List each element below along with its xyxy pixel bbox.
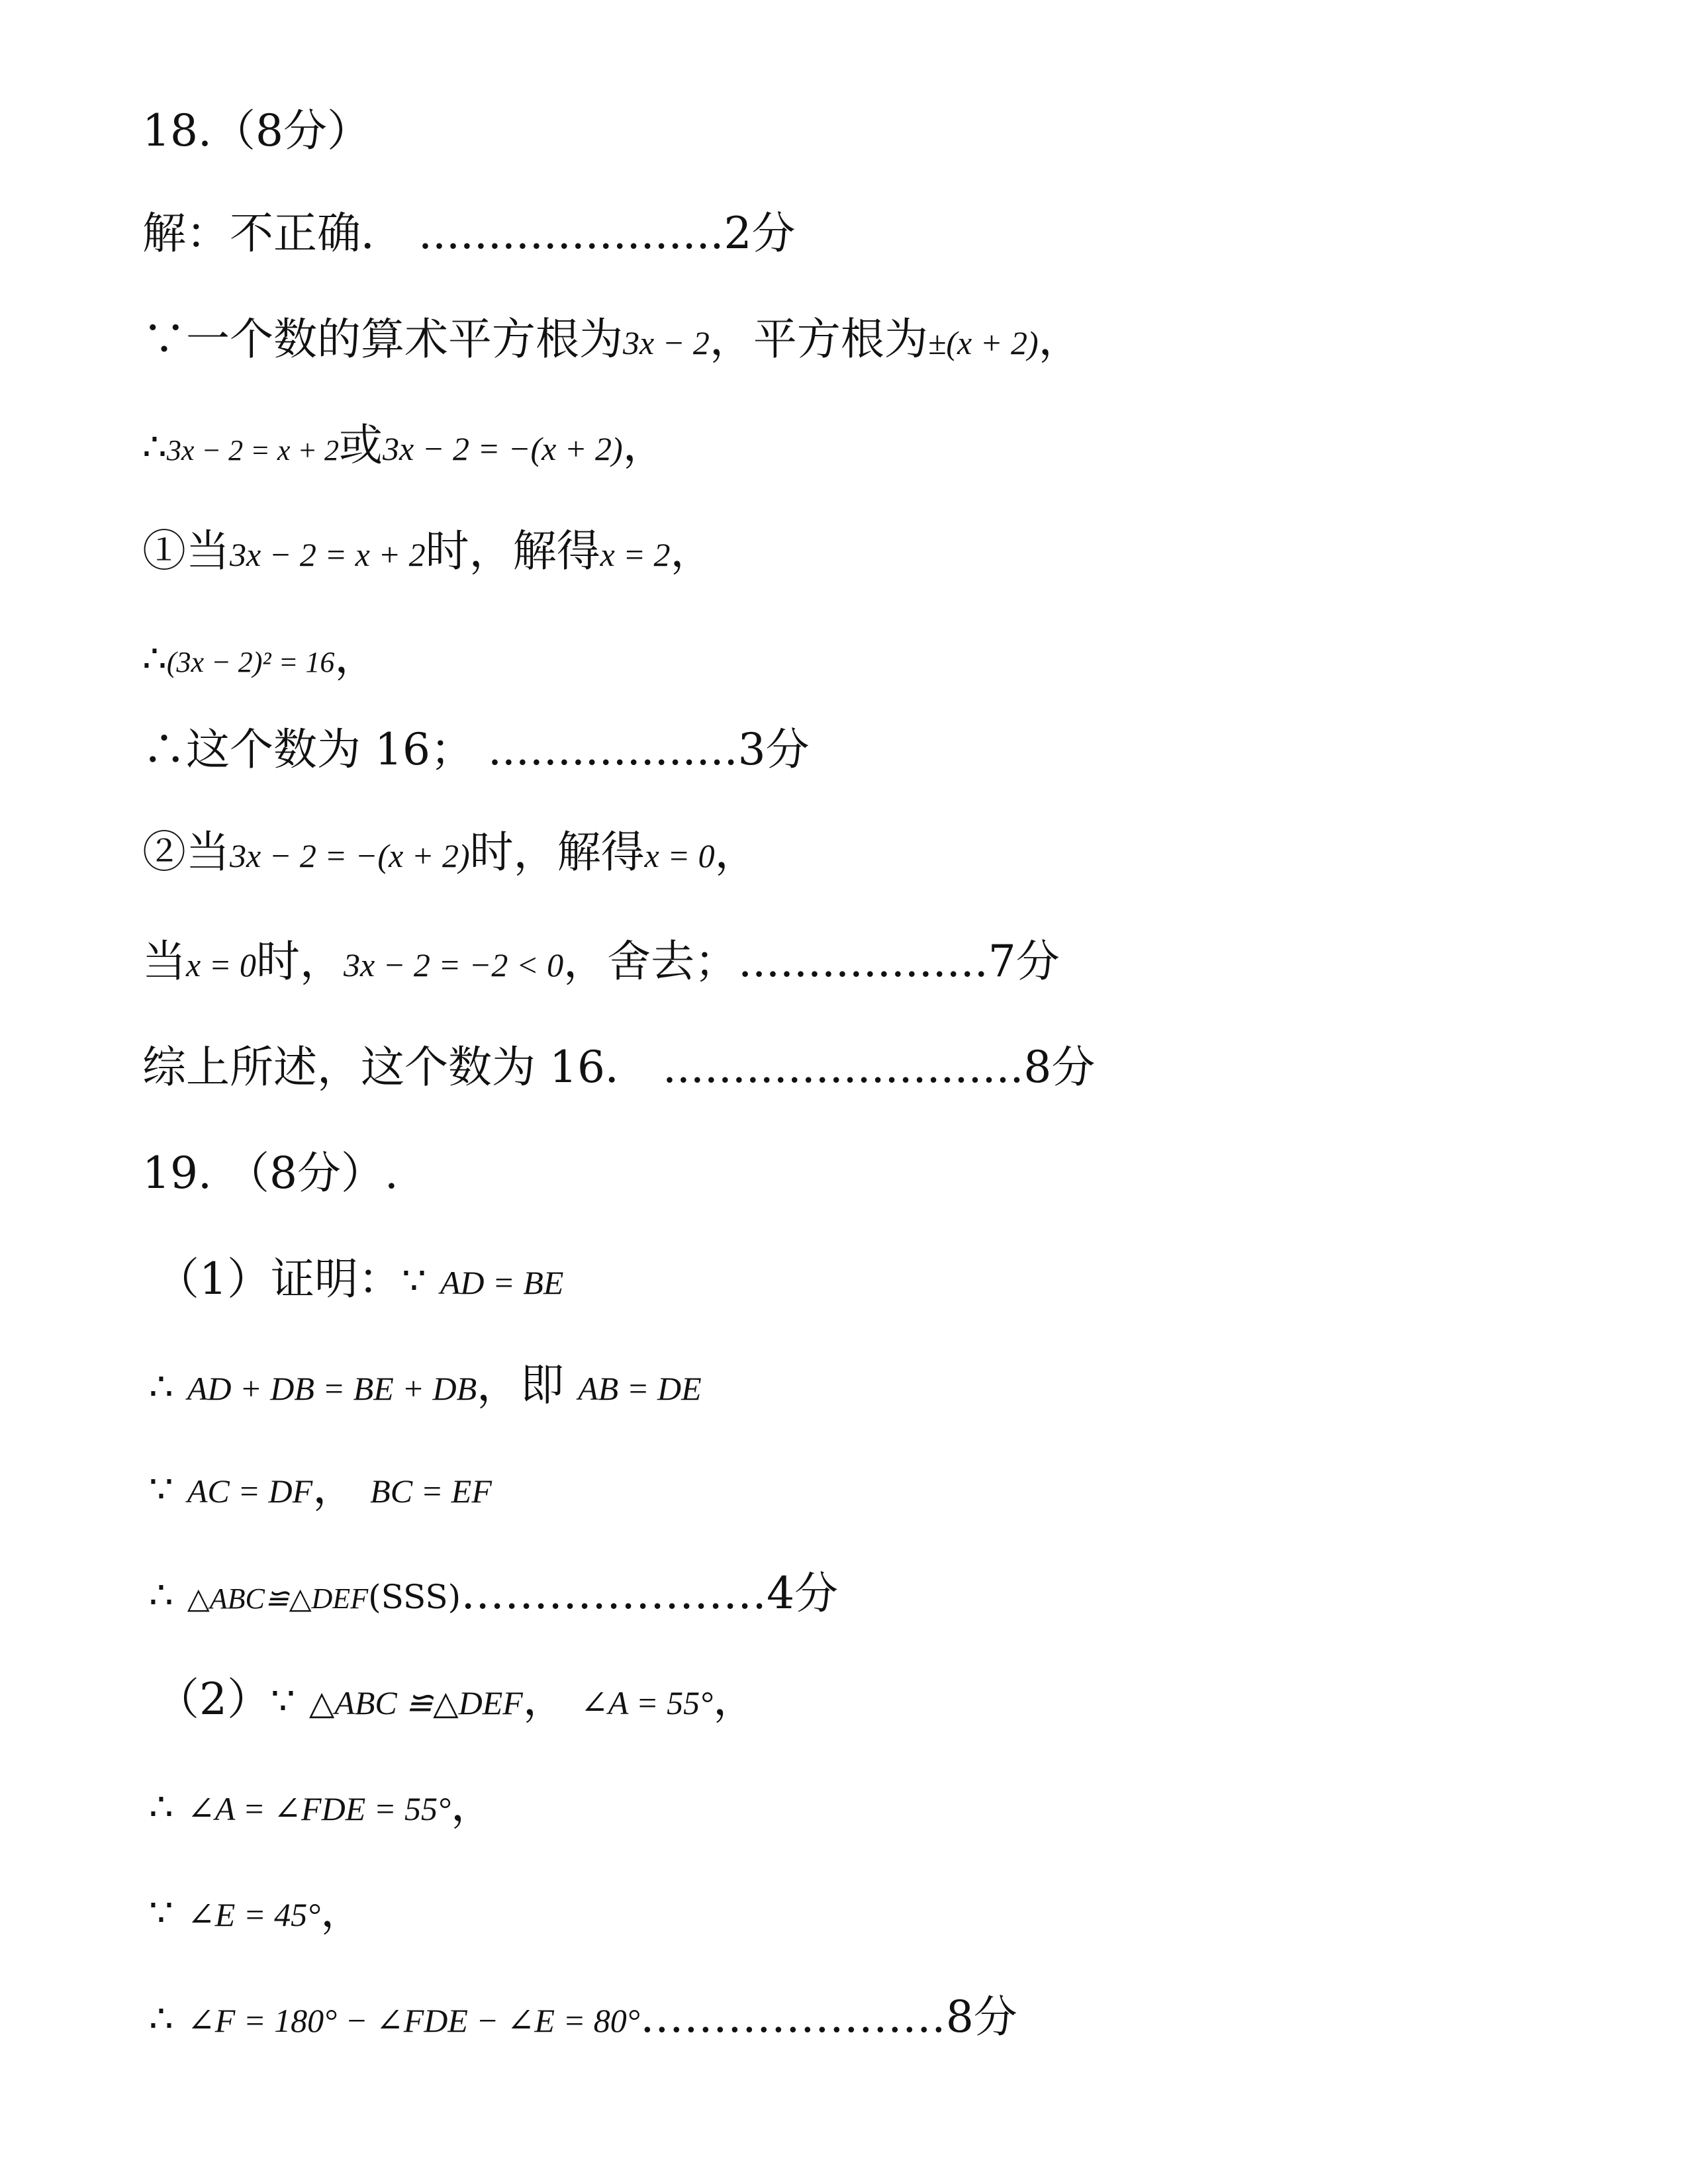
q19-part2-step-line [149,1780,494,1831]
q19-p2-sep: ， [522,1674,567,1725]
q18-c2-points: ..................7分 [738,936,1060,987]
q18-case-eq2: 3x − 2 = −(x + 2) [383,430,623,467]
q19-p1-congruent: △ABC≌△DEF [187,1582,369,1615]
q18-c1-mid: 时，解得 [425,525,600,576]
q19-p2-step-end: ， [451,1780,494,1831]
q18-c1-points: ..................3分 [487,724,810,775]
q18-c1-eq: 3x − 2 = x + 2 [230,536,426,573]
q18-c1-end: ， [670,525,714,576]
q18-answer: 解：不正确． [142,208,404,259]
q18-case2-check-line [142,936,1060,987]
because-symbol: ∵ [271,1678,295,1723]
q18-case-eq1: 3x − 2 = x + 2 [166,434,340,467]
q19-p2-end: ， [713,1674,757,1725]
q18-case1-conclusion-line [142,724,810,775]
therefore-symbol: ∴ [142,424,167,469]
q19-p2-e-end: ， [320,1886,365,1936]
q19-p1-given2b: BC = EF [370,1473,492,1510]
q19-p2-given: △ABC ≌△DEF [308,1684,523,1721]
q18-given: ∵一个数的算术平方根为 [142,314,623,365]
q18-c1-square-end: ， [334,631,379,682]
q18-given-mid: ，平方根为 [709,314,928,365]
q18-c2-prefix: ②当 [142,827,230,878]
q19-p2-angle: ∠A = 55° [580,1684,714,1721]
q18-case1-square-line [142,631,379,682]
q19-header [142,1148,399,1199]
q18-given-line [142,314,1082,365]
q18-c2-sol: x = 0 [644,837,715,874]
q19-p1-given2-sep: ， [312,1462,357,1513]
q19-part1-congruent-line [149,1568,839,1619]
q19-p1-label: （1）证明： [156,1253,402,1304]
because-symbol: ∵ [149,1467,173,1512]
because-symbol: ∵ [149,1890,173,1935]
q18-given-end: ， [1038,314,1082,365]
q19-p1-step2: AB = DE [578,1370,702,1407]
q18-answer-points: ......................2分 [418,208,796,259]
therefore-symbol: ∴ [149,1364,173,1409]
q18-c2-check-end: ，舍去； [563,936,739,987]
q18-summary: 综上所述，这个数为 16． [142,1042,649,1093]
q18-c1-square: (3x − 2)² = 16 [166,646,335,678]
q18-c2-end: ， [714,827,759,878]
q18-case-end: ， [622,420,667,471]
therefore-symbol: ∴ [149,1784,173,1829]
q18-or: 或 [339,420,383,471]
q19-part2-e-line [149,1886,365,1936]
q19-p1-step-mid: ，即 [477,1359,565,1410]
q18-c2-mid: 时，解得 [469,827,645,878]
q18-cases-line [142,420,667,471]
q18-case2-line [142,827,759,878]
q18-c1-sol: x = 2 [600,536,671,573]
q19-p1-step: AD + DB = BE + DB [187,1370,477,1407]
q18-given-expr1: 3x − 2 [623,324,710,361]
q19-part1-step-line [149,1359,702,1410]
q19-part1-line [156,1253,564,1304]
q18-header [142,105,371,156]
q18-summary-points: ..........................8分 [662,1042,1096,1093]
q18-c2-check-mid: 时， [256,936,344,987]
therefore-symbol: ∴ [149,1996,173,2041]
q18-header-text: 18.（8分） [142,105,371,156]
q18-c1-conclusion: ∴这个数为 16； [142,724,474,775]
q18-case1-line [142,525,714,576]
q19-p1-given: AD = BE [440,1264,564,1301]
q18-c2-check-prefix: 当 [142,936,186,987]
q19-header-text: 19. （8分）. [142,1148,399,1199]
q18-c2-eq: 3x − 2 = −(x + 2) [230,837,470,874]
q18-given-expr2: ±(x + 2) [927,324,1039,361]
q19-part2-final-line [149,1991,1017,2042]
q19-p1-points: …………………4分 [461,1568,839,1619]
therefore-symbol: ∴ [149,1572,173,1617]
q18-answer-line [142,208,796,259]
q19-p2-step: ∠A = ∠FDE = 55° [187,1790,451,1827]
q18-c2-check-expr: 3x − 2 = −2 < 0 [343,946,564,983]
q19-p2-label: （2） [156,1674,271,1725]
q18-c1-prefix: ①当 [142,525,230,576]
q19-p1-given2a: AC = DF [187,1473,313,1510]
therefore-symbol: ∴ [142,636,167,681]
q18-summary-line [142,1042,1096,1093]
because-symbol: ∵ [402,1258,426,1303]
q19-part2-line [156,1674,757,1725]
q18-c2-check-x: x = 0 [186,946,256,983]
q19-part1-given2-line [149,1462,492,1513]
q19-p2-final: ∠F = 180° − ∠FDE − ∠E = 80° [187,2002,640,2039]
q19-p1-reason: (SSS) [368,1578,461,1616]
q19-p2-e: ∠E = 45° [187,1896,321,1933]
q19-p2-points: …………………8分 [639,1991,1017,2042]
